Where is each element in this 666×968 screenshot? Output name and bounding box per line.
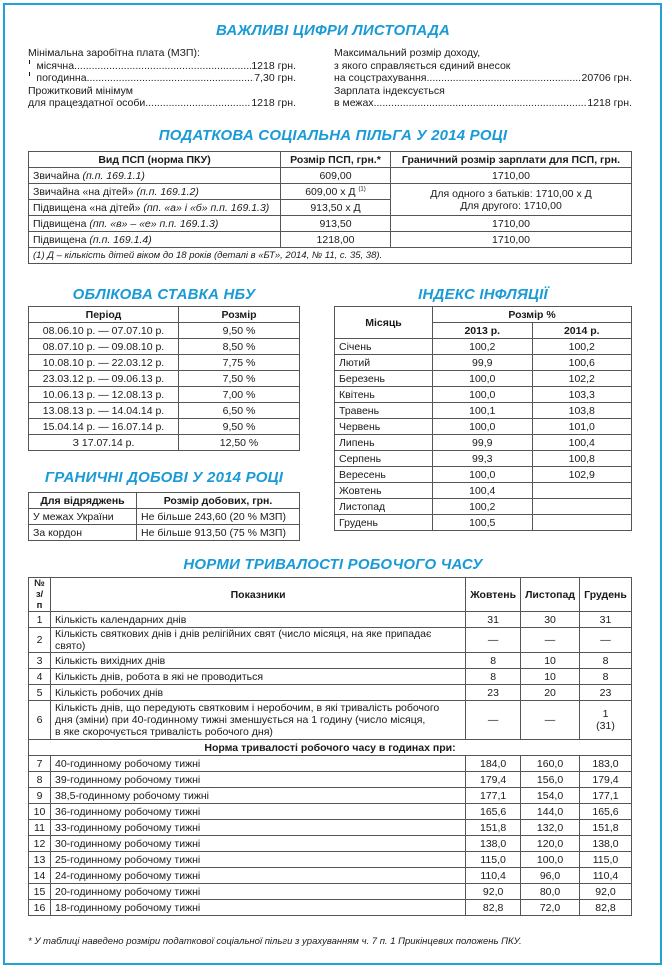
bullet-icon bbox=[29, 72, 30, 76]
october-value: — bbox=[466, 628, 521, 653]
table-row bbox=[29, 168, 632, 184]
inflation-2013: 100,0 bbox=[433, 387, 533, 403]
inflation-month: Січень bbox=[335, 339, 433, 355]
benefit-size: 609,00 х Д $^{(1)}$ bbox=[281, 184, 391, 200]
table-row bbox=[29, 669, 632, 685]
benefit-size: 913,50 х Д bbox=[281, 200, 391, 216]
tax-benefit-table bbox=[28, 151, 632, 264]
table-row bbox=[335, 387, 632, 403]
inflation-month: Вересень bbox=[335, 467, 433, 483]
table-row bbox=[29, 525, 300, 541]
november-value: 72,0 bbox=[521, 900, 580, 916]
table-row bbox=[29, 184, 632, 200]
table-row bbox=[29, 852, 632, 868]
rate-period: 23.03.12 р. — 09.06.13 р. bbox=[29, 371, 179, 387]
row-number: 4 bbox=[29, 669, 51, 685]
subsistence-value: 1218 грн. bbox=[251, 97, 296, 109]
inflation-month: Лютий bbox=[335, 355, 433, 371]
row-indicator: 39-годинному робочому тижні bbox=[51, 772, 466, 788]
row-indicator: 24-годинному робочому тижні bbox=[51, 868, 466, 884]
table-row bbox=[29, 355, 300, 371]
october-value: 23 bbox=[466, 685, 521, 701]
hourly-label: погодинна bbox=[36, 72, 87, 84]
rate-period: 10.08.10 р. — 22.03.12 р. bbox=[29, 355, 179, 371]
inflation-2013: 99,3 bbox=[433, 451, 533, 467]
row-indicator: 30-годинному робочому тижні bbox=[51, 836, 466, 852]
col-header: Розмір ПСП, грн.* bbox=[281, 152, 391, 168]
table-row bbox=[29, 371, 300, 387]
table-row bbox=[29, 836, 632, 852]
per-diem-destination: У межах України bbox=[29, 509, 137, 525]
october-value: 184,0 bbox=[466, 756, 521, 772]
november-value: 80,0 bbox=[521, 884, 580, 900]
october-value: 8 bbox=[466, 669, 521, 685]
benefit-type: Звичайна (п.п. 169.1.1) bbox=[29, 168, 281, 184]
inflation-2014: 100,2 bbox=[532, 339, 632, 355]
inflation-2014: 103,3 bbox=[532, 387, 632, 403]
december-value: 177,1 bbox=[580, 788, 632, 804]
table-footnote-row bbox=[29, 248, 632, 264]
row-indicator: Кількість днів, що передують святковим і неробочим, в які тривалість робочого дня (зміни) при 40-годинному тижні зменшується на 1 годину (число місяця, в яке скорочується тривалість робочого дня) bbox=[51, 701, 466, 740]
nbu-rate-title: ОБЛІКОВА СТАВКА НБУ bbox=[72, 286, 256, 303]
inflation-2014 bbox=[532, 499, 632, 515]
inflation-month: Червень bbox=[335, 419, 433, 435]
benefit-limit: 1710,00 bbox=[391, 168, 632, 184]
row-number: 8 bbox=[29, 772, 51, 788]
work-time-title: НОРМИ ТРИВАЛОСТІ РОБОЧОГО ЧАСУ bbox=[183, 556, 483, 573]
max-income-label-1: Максимальний розмір доходу, bbox=[334, 47, 481, 59]
table-row bbox=[29, 653, 632, 669]
rate-value: 9,50 % bbox=[179, 419, 300, 435]
inflation-2014: 101,0 bbox=[532, 419, 632, 435]
table-row bbox=[29, 900, 632, 916]
december-value: 82,8 bbox=[580, 900, 632, 916]
col-header: Для відряджень bbox=[29, 493, 137, 509]
december-value: 115,0 bbox=[580, 852, 632, 868]
inflation-month: Листопад bbox=[335, 499, 433, 515]
october-value: 151,8 bbox=[466, 820, 521, 836]
row-indicator: 18-годинному робочому тижні bbox=[51, 900, 466, 916]
key-figures-right bbox=[334, 47, 632, 110]
col-header: Розмір % bbox=[433, 307, 632, 323]
rate-value: 7,75 % bbox=[179, 355, 300, 371]
benefit-type: Підвищена «на дітей» (пп. «а» і «б» п.п. 169.1.3) bbox=[29, 200, 281, 216]
inflation-2014 bbox=[532, 515, 632, 531]
table-row bbox=[335, 451, 632, 467]
table-row bbox=[29, 868, 632, 884]
inflation-month: Квітень bbox=[335, 387, 433, 403]
inflation-2013: 100,0 bbox=[433, 419, 533, 435]
table-header-row bbox=[335, 307, 632, 323]
row-indicator: Кількість святкових днів і днів релігійних свят (число місяця, на яке припадає свято) bbox=[51, 628, 466, 653]
row-number: 14 bbox=[29, 868, 51, 884]
col-header: Грудень bbox=[580, 578, 632, 612]
row-number: 7 bbox=[29, 756, 51, 772]
row-number: 5 bbox=[29, 685, 51, 701]
october-value: 177,1 bbox=[466, 788, 521, 804]
row-number: 3 bbox=[29, 653, 51, 669]
per-diem-title: ГРАНИЧНІ ДОБОВІ У 2014 РОЦІ bbox=[44, 469, 284, 486]
row-number: 12 bbox=[29, 836, 51, 852]
october-value: 110,4 bbox=[466, 868, 521, 884]
subsistence-label-1: Прожитковий мінімум bbox=[28, 84, 133, 97]
october-value: 138,0 bbox=[466, 836, 521, 852]
november-value: 154,0 bbox=[521, 788, 580, 804]
tax-benefit-title: ПОДАТКОВА СОЦІАЛЬНА ПІЛЬГА У 2014 РОЦІ bbox=[158, 127, 508, 144]
table-row bbox=[29, 701, 632, 740]
november-value: 144,0 bbox=[521, 804, 580, 820]
max-income-label-2: з якого справляється єдиний внесок bbox=[334, 59, 511, 72]
rate-value: 12,50 % bbox=[179, 435, 300, 451]
inflation-2014: 100,8 bbox=[532, 451, 632, 467]
benefit-limit: 1710,00 bbox=[391, 216, 632, 232]
table-row bbox=[29, 628, 632, 653]
indexed-value: 1218 грн. bbox=[587, 97, 632, 109]
rate-period: З 17.07.14 р. bbox=[29, 435, 179, 451]
table-row bbox=[29, 323, 300, 339]
rate-period: 13.08.13 р. — 14.04.14 р. bbox=[29, 403, 179, 419]
october-value: 92,0 bbox=[466, 884, 521, 900]
row-indicator: 36-годинному робочому тижні bbox=[51, 804, 466, 820]
table-row bbox=[29, 216, 632, 232]
inflation-month: Серпень bbox=[335, 451, 433, 467]
row-indicator: 38,5-годинному робочому тижні bbox=[51, 788, 466, 804]
table-row bbox=[29, 232, 632, 248]
rate-period: 15.04.14 р. — 16.07.14 р. bbox=[29, 419, 179, 435]
inflation-2013: 100,5 bbox=[433, 515, 533, 531]
rate-value: 9,50 % bbox=[179, 323, 300, 339]
key-figures-left bbox=[28, 47, 296, 110]
col-header: Граничний розмір зарплати для ПСП, грн. bbox=[391, 152, 632, 168]
november-value: 20 bbox=[521, 685, 580, 701]
indexed-label-1: Зарплата індексується bbox=[334, 84, 445, 97]
key-figures-title: ВАЖЛИВІ ЦИФРИ ЛИСТОПАДА bbox=[215, 22, 451, 39]
table-header-row bbox=[29, 493, 300, 509]
inflation-2014 bbox=[532, 483, 632, 499]
table-row bbox=[335, 371, 632, 387]
inflation-2013: 100,2 bbox=[433, 499, 533, 515]
row-number: 2 bbox=[29, 628, 51, 653]
col-header: Показники bbox=[51, 578, 466, 612]
nbu-rate-table bbox=[28, 306, 300, 451]
inflation-table bbox=[334, 306, 632, 531]
row-indicator: 25-годинному робочому тижні bbox=[51, 852, 466, 868]
november-value: 30 bbox=[521, 612, 580, 628]
table-subheader-row bbox=[29, 740, 632, 756]
inflation-month: Жовтень bbox=[335, 483, 433, 499]
row-indicator: Кількість робочих днів bbox=[51, 685, 466, 701]
row-indicator: 33-годинному робочому тижні bbox=[51, 820, 466, 836]
row-indicator: Кількість календарних днів bbox=[51, 612, 466, 628]
inflation-2013: 100,2 bbox=[433, 339, 533, 355]
table-row bbox=[335, 499, 632, 515]
october-value: 115,0 bbox=[466, 852, 521, 868]
inflation-2013: 99,9 bbox=[433, 355, 533, 371]
benefit-limit: 1710,00 bbox=[391, 232, 632, 248]
november-value: 120,0 bbox=[521, 836, 580, 852]
col-header: Вид ПСП (норма ПКУ) bbox=[29, 152, 281, 168]
col-header: 2013 р. bbox=[433, 323, 533, 339]
december-value: 183,0 bbox=[580, 756, 632, 772]
november-value: 160,0 bbox=[521, 756, 580, 772]
table-row bbox=[29, 685, 632, 701]
october-value: 8 bbox=[466, 653, 521, 669]
rate-value: 6,50 % bbox=[179, 403, 300, 419]
december-value: — bbox=[580, 628, 632, 653]
monthly-value: 1218 грн. bbox=[251, 59, 296, 72]
december-value: 138,0 bbox=[580, 836, 632, 852]
december-value: 1 (31) bbox=[580, 701, 632, 740]
benefit-type: Підвищена (пп. «в» – «е» п.п. 169.1.3) bbox=[29, 216, 281, 232]
max-income-label-3: на соцстрахування bbox=[334, 72, 427, 84]
rate-period: 08.07.10 р. — 09.08.10 р. bbox=[29, 339, 179, 355]
col-header: Розмір bbox=[179, 307, 300, 323]
work-time-subheader: Норма тривалості робочого часу в годинах при: bbox=[29, 740, 632, 756]
inflation-2014: 100,4 bbox=[532, 435, 632, 451]
december-value: 151,8 bbox=[580, 820, 632, 836]
monthly-label: місячна bbox=[36, 59, 75, 72]
col-header: Листопад bbox=[521, 578, 580, 612]
min-wage-label: Мінімальна заробітна плата (МЗП): bbox=[28, 47, 200, 59]
december-value: 110,4 bbox=[580, 868, 632, 884]
november-value: 132,0 bbox=[521, 820, 580, 836]
december-value: 23 bbox=[580, 685, 632, 701]
benefit-type: Звичайна «на дітей» (п.п. 169.1.2) bbox=[29, 184, 281, 200]
november-value: 10 bbox=[521, 669, 580, 685]
row-indicator: Кількість днів, робота в які не проводиться bbox=[51, 669, 466, 685]
row-indicator: Кількість вихідних днів bbox=[51, 653, 466, 669]
hourly-value: 7,30 грн. bbox=[254, 72, 296, 84]
rate-period: 08.06.10 р. — 07.07.10 р. bbox=[29, 323, 179, 339]
table-row bbox=[29, 756, 632, 772]
table-row bbox=[29, 820, 632, 836]
table-row bbox=[29, 339, 300, 355]
table-row bbox=[335, 467, 632, 483]
november-value: 156,0 bbox=[521, 772, 580, 788]
benefit-type: Підвищена (п.п. 169.1.4) bbox=[29, 232, 281, 248]
rate-period: 10.06.13 р. — 12.08.13 р. bbox=[29, 387, 179, 403]
bottom-footnote: * У таблиці наведено розміри податкової соціальної пільги з урахуванням ч. 7 п. 1 Прикінцевих положень ПКУ. bbox=[28, 936, 522, 947]
inflation-2013: 99,9 bbox=[433, 435, 533, 451]
table-row bbox=[335, 339, 632, 355]
per-diem-value: Не більше 913,50 (75 % МЗП) bbox=[137, 525, 300, 541]
table-row bbox=[29, 804, 632, 820]
benefit-size: 1218,00 bbox=[281, 232, 391, 248]
table-row bbox=[335, 355, 632, 371]
table-row bbox=[335, 403, 632, 419]
per-diem-destination: За кордон bbox=[29, 525, 137, 541]
october-value: 31 bbox=[466, 612, 521, 628]
row-number: 6 bbox=[29, 701, 51, 740]
col-header: Місяць bbox=[335, 307, 433, 339]
table-row bbox=[29, 509, 300, 525]
inflation-month: Березень bbox=[335, 371, 433, 387]
inflation-2014: 100,6 bbox=[532, 355, 632, 371]
table-row bbox=[29, 884, 632, 900]
indexed-label-2: в межах bbox=[334, 97, 374, 109]
table-row bbox=[29, 387, 300, 403]
december-value: 31 bbox=[580, 612, 632, 628]
table-row bbox=[29, 435, 300, 451]
inflation-month: Грудень bbox=[335, 515, 433, 531]
december-value: 179,4 bbox=[580, 772, 632, 788]
inflation-2013: 100,1 bbox=[433, 403, 533, 419]
per-diem-value: Не більше 243,60 (20 % МЗП) bbox=[137, 509, 300, 525]
rate-value: 8,50 % bbox=[179, 339, 300, 355]
october-value: 165,6 bbox=[466, 804, 521, 820]
row-indicator: 40-годинному робочому тижні bbox=[51, 756, 466, 772]
table-header-row bbox=[29, 307, 300, 323]
col-header: Розмір добових, грн. bbox=[137, 493, 300, 509]
table-header-row bbox=[29, 578, 632, 612]
row-number: 16 bbox=[29, 900, 51, 916]
table-row bbox=[29, 612, 632, 628]
table-row bbox=[29, 419, 300, 435]
subsistence-label-2: для працездатної особи bbox=[28, 97, 146, 109]
november-value: 96,0 bbox=[521, 868, 580, 884]
december-value: 8 bbox=[580, 653, 632, 669]
benefit-limit-merged: Для одного з батьків: 1710,00 х Д Для другого: 1710,00 bbox=[391, 184, 632, 216]
row-number: 10 bbox=[29, 804, 51, 820]
benefit-size: 609,00 bbox=[281, 168, 391, 184]
tax-benefit-footnote: (1) Д – кількість дітей віком до 18 років (деталі в «БТ», 2014, № 11, с. 35, 38). bbox=[29, 248, 632, 264]
december-value: 92,0 bbox=[580, 884, 632, 900]
table-row bbox=[335, 515, 632, 531]
table-row bbox=[29, 788, 632, 804]
col-header: Жовтень bbox=[466, 578, 521, 612]
table-header-row bbox=[29, 152, 632, 168]
inflation-title: ІНДЕКС ІНФЛЯЦІЇ bbox=[418, 286, 548, 303]
rate-value: 7,50 % bbox=[179, 371, 300, 387]
per-diem-table bbox=[28, 492, 300, 541]
benefit-size: 913,50 bbox=[281, 216, 391, 232]
october-value: 179,4 bbox=[466, 772, 521, 788]
col-header: 2014 р. bbox=[532, 323, 632, 339]
inflation-2013: 100,0 bbox=[433, 371, 533, 387]
table-row bbox=[335, 419, 632, 435]
december-value: 8 bbox=[580, 669, 632, 685]
inflation-2013: 100,0 bbox=[433, 467, 533, 483]
december-value: 165,6 bbox=[580, 804, 632, 820]
rate-value: 7,00 % bbox=[179, 387, 300, 403]
row-number: 1 bbox=[29, 612, 51, 628]
table-row bbox=[29, 403, 300, 419]
row-number: 15 bbox=[29, 884, 51, 900]
october-value: — bbox=[466, 701, 521, 740]
col-header: № з/п bbox=[29, 578, 51, 612]
november-value: 100,0 bbox=[521, 852, 580, 868]
max-income-value: 20706 грн. bbox=[581, 72, 632, 84]
col-header: Період bbox=[29, 307, 179, 323]
inflation-2014: 102,9 bbox=[532, 467, 632, 483]
inflation-month: Липень bbox=[335, 435, 433, 451]
inflation-2014: 102,2 bbox=[532, 371, 632, 387]
november-value: — bbox=[521, 628, 580, 653]
inflation-month: Травень bbox=[335, 403, 433, 419]
row-number: 11 bbox=[29, 820, 51, 836]
work-time-table bbox=[28, 577, 632, 916]
table-row bbox=[335, 483, 632, 499]
bullet-icon bbox=[29, 60, 30, 64]
row-number: 13 bbox=[29, 852, 51, 868]
table-row bbox=[29, 772, 632, 788]
november-value: — bbox=[521, 701, 580, 740]
november-value: 10 bbox=[521, 653, 580, 669]
inflation-2013: 100,4 bbox=[433, 483, 533, 499]
inflation-2014: 103,8 bbox=[532, 403, 632, 419]
row-indicator: 20-годинному робочому тижні bbox=[51, 884, 466, 900]
row-number: 9 bbox=[29, 788, 51, 804]
october-value: 82,8 bbox=[466, 900, 521, 916]
table-row bbox=[335, 435, 632, 451]
